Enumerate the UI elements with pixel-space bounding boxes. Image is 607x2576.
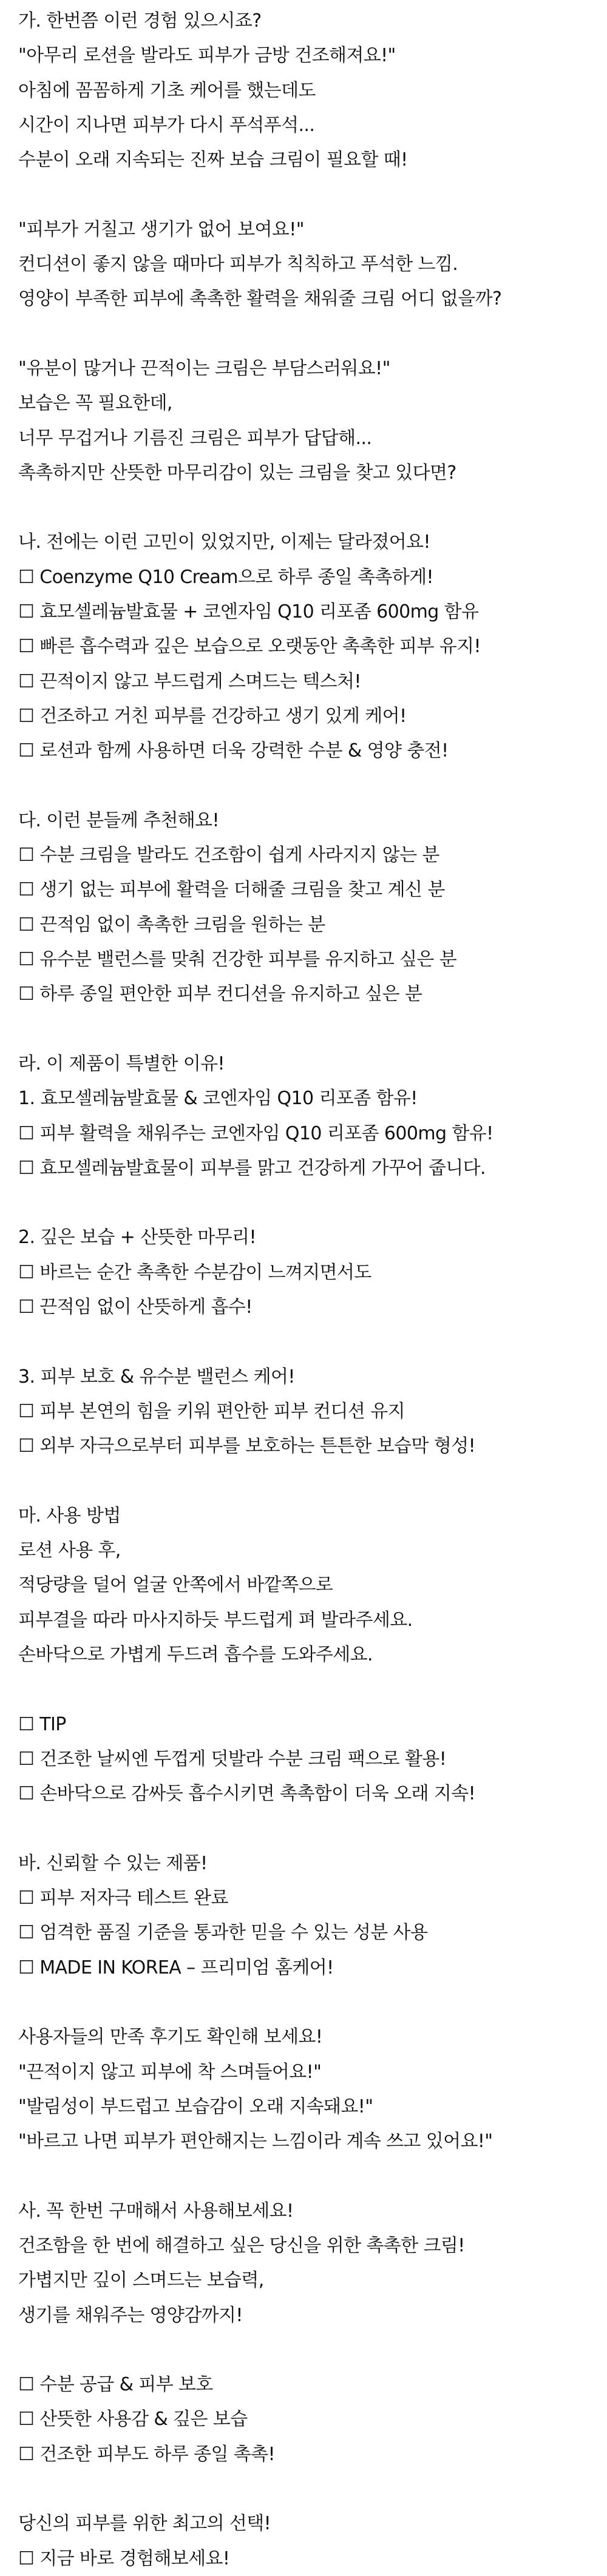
product-description-document	[18, 4, 595, 2576]
text-line: ☐ 외부 자극으로부터 피부를 보호하는 튼튼한 보습막 형성!	[18, 1435, 476, 1457]
text-line: 수분이 오래 지속되는 진짜 보습 크림이 필요할 때!	[18, 149, 408, 171]
text-line: ☐ 손바닥으로 감싸듯 흡수시키면 촉촉함이 더욱 오래 지속!	[18, 1783, 476, 1805]
text-line: ☐ 생기 없는 피부에 활력을 더해줄 크림을 찾고 계신 분	[18, 879, 445, 901]
text-section	[18, 212, 595, 317]
text-line: ☐ 하루 종일 편안한 피부 컨디션을 유지하고 싶은 분	[18, 983, 422, 1005]
paragraph-spacer	[18, 1012, 595, 1047]
text-line: ☐ 빠른 흡수력과 깊은 보습으로 오랫동안 촉촉한 피부 유지!	[18, 636, 481, 658]
text-line: ☐ 바르는 순간 촉촉한 수분감이 느껴지면서도	[18, 1261, 371, 1283]
text-line: 3. 피부 보호 & 유수분 밸런스 케어!	[18, 1366, 295, 1387]
text-line: 2. 깊은 보습 + 산뜻한 마무리!	[18, 1227, 256, 1249]
text-line: ☐ 피부 활력을 채워주는 코엔자임 Q10 리포좀 600mg 함유!	[18, 1122, 493, 1144]
text-line: "끈적이지 않고 피부에 착 스며들어요!"	[18, 2061, 322, 2083]
text-section	[18, 4, 595, 177]
text-line: ☐ 끈적임 없이 촉촉한 크림을 원하는 분	[18, 914, 325, 936]
paragraph-spacer	[18, 1811, 595, 1846]
text-line: 나. 전에는 이런 고민이 있었지만, 이제는 달라졌어요!	[18, 531, 430, 553]
text-line: ☐ 엄격한 품질 기준을 통과한 믿을 수 있는 성분 사용	[18, 1922, 428, 1944]
text-line: ☐ 산뜻한 사용감 & 깊은 보습	[18, 2409, 248, 2430]
text-line: "피부가 거칠고 생기가 없어 보여요!"	[18, 218, 304, 240]
paragraph-spacer	[18, 317, 595, 351]
text-line: "발림성이 부드럽고 보습감이 오래 지속돼요!"	[18, 2096, 373, 2117]
text-line: ☐ Coenzyme Q10 Cream으로 하루 종일 촉촉하게!	[18, 566, 433, 588]
text-section	[18, 351, 595, 490]
text-line: 가. 한번쯤 이런 경험 있으시죠?	[18, 10, 262, 32]
text-section	[18, 2020, 595, 2159]
text-line: 가볍지만 깊이 스며드는 보습력,	[18, 2270, 264, 2291]
text-line: ☐ 건조한 피부도 하루 종일 촉촉!	[18, 2443, 275, 2465]
text-line: ☐ 끈적이지 않고 부드럽게 스며드는 텍스처!	[18, 670, 361, 692]
text-section	[18, 1360, 595, 1464]
text-line: 다. 이런 분들께 추천해요!	[18, 809, 219, 831]
paragraph-spacer	[18, 2333, 595, 2367]
text-line: ☐ 건조하고 거친 피부를 건강하고 생기 있게 케어!	[18, 705, 407, 727]
text-line: 영양이 부족한 피부에 촉촉한 활력을 채워줄 크림 어디 없을까?	[18, 288, 502, 310]
text-line: 사. 꼭 한번 구매해서 사용해보세요!	[18, 2200, 294, 2222]
paragraph-spacer	[18, 1324, 595, 1359]
text-line: 보습은 꼭 필요한데,	[18, 393, 172, 414]
text-section	[18, 803, 595, 1012]
text-section	[18, 1707, 595, 1812]
text-line: 생기를 채워주는 영양감까지!	[18, 2304, 243, 2326]
text-line: 바. 신뢰할 수 있는 제품!	[18, 1852, 208, 1874]
text-section	[18, 2506, 595, 2576]
text-line: ☐ MADE IN KOREA – 프리미엄 홈케어!	[18, 1957, 334, 1978]
text-line: 적당량을 덜어 얼굴 안쪽에서 바깥쪽으로	[18, 1574, 333, 1596]
text-line: ☐ 피부 본연의 힘을 키워 편안한 피부 컨디션 유지	[18, 1400, 405, 1422]
text-line: "바르고 나면 피부가 편안해지는 느낌이라 계속 쓰고 있어요!"	[18, 2131, 493, 2153]
text-section	[18, 1047, 595, 1185]
text-line: ☐ 지금 바로 경험해보세요!	[18, 2547, 230, 2569]
text-line: ☐ 건조한 날씨엔 두껍게 덧발라 수분 크림 팩으로 활용!	[18, 1748, 447, 1770]
text-line: ☐ 유수분 밸런스를 맞춰 건강한 피부를 유지하고 싶은 분	[18, 949, 457, 971]
text-line: 너무 무겁거나 기름진 크림은 피부가 답답해...	[18, 427, 372, 449]
text-line: 사용자들의 만족 후기도 확인해 보세요!	[18, 2026, 323, 2048]
paragraph-spacer	[18, 769, 595, 803]
text-section	[18, 2367, 595, 2472]
text-line: 피부결을 따라 마사지하듯 부드럽게 펴 발라주세요.	[18, 1609, 413, 1631]
text-line: "아무리 로션을 발라도 피부가 금방 건조해져요!"	[18, 45, 396, 67]
text-line: ☐ 수분 공급 & 피부 보호	[18, 2374, 213, 2396]
text-section	[18, 1499, 595, 1672]
paragraph-spacer	[18, 1672, 595, 1707]
text-line: ☐ 피부 저자극 테스트 완료	[18, 1887, 228, 1909]
text-line: 아침에 꼼꼼하게 기초 케어를 했는데도	[18, 79, 316, 101]
text-line: 로션 사용 후,	[18, 1540, 121, 1562]
text-line: ☐ 효모셀레늄발효물 + 코엔자임 Q10 리포좀 600mg 함유	[18, 601, 479, 623]
text-line: ☐ 끈적임 없이 산뜻하게 흡수!	[18, 1296, 253, 1318]
text-line: 시간이 지나면 피부가 다시 푸석푸석...	[18, 114, 315, 136]
text-section	[18, 1846, 595, 1985]
text-section	[18, 525, 595, 768]
paragraph-spacer	[18, 490, 595, 525]
text-line: 라. 이 제품이 특별한 이유!	[18, 1053, 225, 1074]
paragraph-spacer	[18, 1985, 595, 2020]
text-line: 건조함을 한 번에 해결하고 싶은 당신을 위한 촉촉한 크림!	[18, 2235, 465, 2256]
text-line: ☐ 효모셀레늄발효물이 피부를 맑고 건강하게 가꾸어 줍니다.	[18, 1157, 486, 1179]
paragraph-spacer	[18, 2472, 595, 2506]
text-line: ☐ 로션과 함께 사용하면 더욱 강력한 수분 & 영양 충전!	[18, 740, 449, 762]
text-line: 마. 사용 방법	[18, 1505, 121, 1526]
paragraph-spacer	[18, 1463, 595, 1498]
text-line: ☐ 수분 크림을 발라도 건조함이 쉽게 사라지지 않는 분	[18, 845, 439, 866]
text-line: 당신의 피부를 위한 최고의 선택!	[18, 2513, 271, 2535]
text-section	[18, 2194, 595, 2333]
text-line: ☐ TIP	[18, 1713, 66, 1735]
paragraph-spacer	[18, 177, 595, 212]
text-line: "유분이 많거나 끈적이는 크림은 부담스러워요!"	[18, 357, 390, 379]
paragraph-spacer	[18, 1185, 595, 1220]
text-line: 손바닥으로 가볍게 두드려 흡수를 도와주세요.	[18, 1644, 373, 1665]
text-line: 1. 효모셀레늄발효물 & 코엔자임 Q10 리포좀 함유!	[18, 1088, 418, 1110]
text-section	[18, 1220, 595, 1324]
paragraph-spacer	[18, 2159, 595, 2193]
text-line: 컨디션이 좋지 않을 때마다 피부가 칙칙하고 푸석한 느낌.	[18, 254, 458, 275]
text-line: 촉촉하지만 산뜻한 마무리감이 있는 크림을 찾고 있다면?	[18, 462, 456, 484]
